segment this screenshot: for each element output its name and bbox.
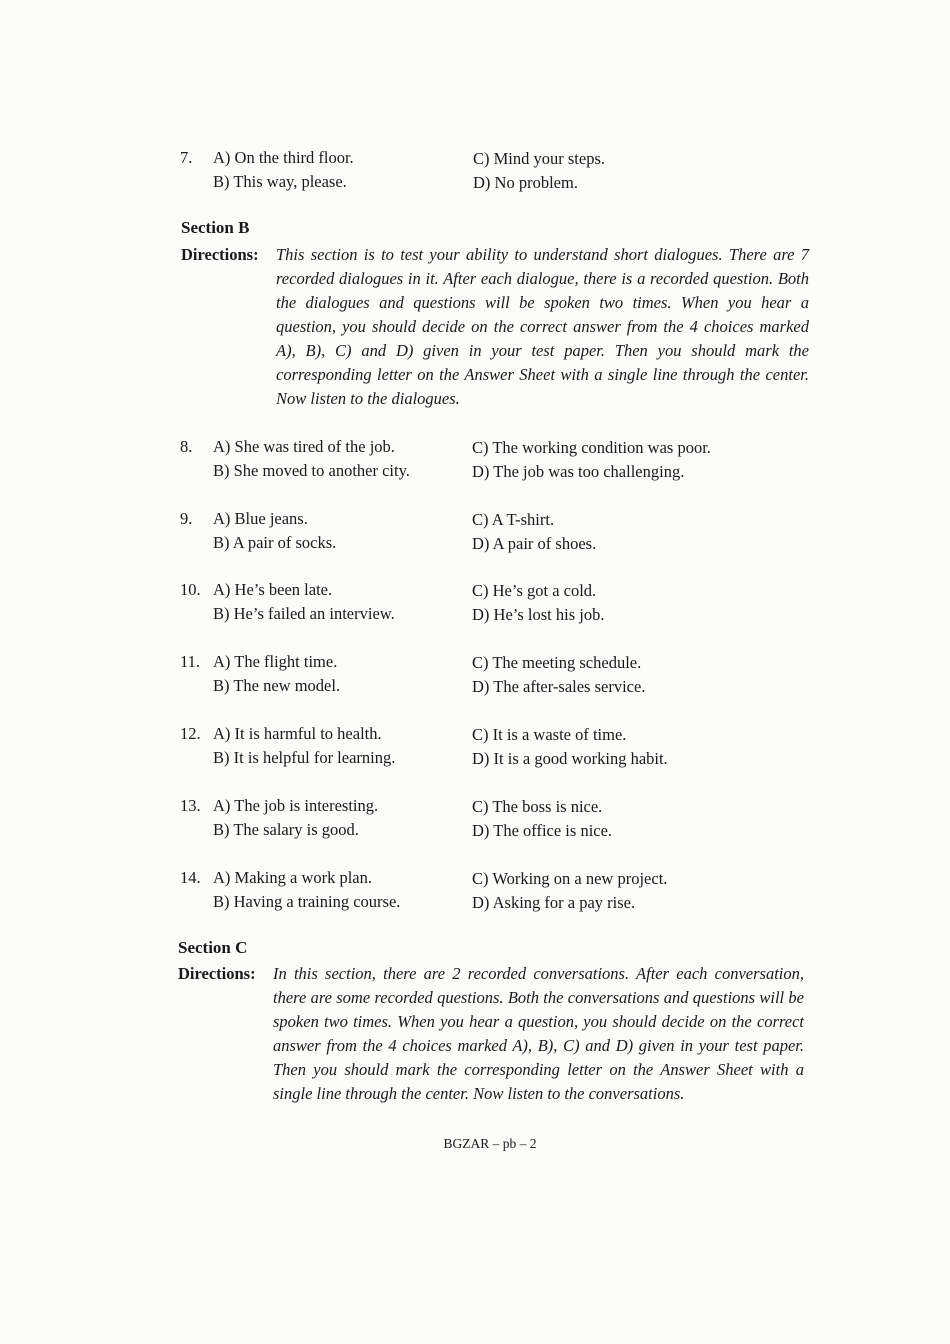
option-b: B) She moved to another city. <box>213 461 410 480</box>
directions-label: Directions: <box>181 245 259 264</box>
section-c-title: Section C <box>178 938 248 957</box>
section-b-directions <box>181 243 809 411</box>
option-a: A) Making a work plan. <box>213 868 373 887</box>
option-b: B) The new model. <box>213 676 341 695</box>
question-number: 11. <box>180 652 201 671</box>
option-b: B) He’s failed an interview. <box>213 604 395 623</box>
option-a: A) The job is interesting. <box>213 796 379 815</box>
option-a: A) On the third floor. <box>213 148 354 167</box>
option-a: A) It is harmful to health. <box>213 724 382 743</box>
option-c: C) A T-shirt. <box>472 510 555 529</box>
option-c: C) He’s got a cold. <box>472 581 597 600</box>
option-c: C) The working condition was poor. <box>472 438 711 457</box>
option-d: D) The after-sales service. <box>472 677 646 696</box>
option-d: D) The job was too challenging. <box>472 462 685 481</box>
question-number: 14. <box>180 868 201 887</box>
option-a: A) The flight time. <box>213 652 338 671</box>
question-number: 13. <box>180 796 201 815</box>
option-b: B) The salary is good. <box>213 820 359 839</box>
question-number: 10. <box>180 580 201 599</box>
option-b: B) This way, please. <box>213 172 347 191</box>
option-d: D) Asking for a pay rise. <box>472 893 636 912</box>
directions-text: In this section, there are 2 recorded conversations. After each conversation, there are some recorded questions. Both the conversations and questions will be spoken two times. When you hear a question, you should decide on the correct answer from the 4 choices marked A), B), C) and D) given in your test paper. Then you should mark the corresponding letter on the Answer Sheet with a single line through the center. Now listen to the conversations. <box>273 964 804 1103</box>
section-c-directions <box>178 962 804 1106</box>
directions-label: Directions: <box>178 964 256 983</box>
directions-text: This section is to test your ability to understand short dialogues. There are 7 recorded dialogues in it. After each dialogue, there is a recorded question. Both the dialogues and questions will be spoken two times. When you hear a question, you should decide on the correct answer from the 4 choices marked A), B), C) and D) given in your test paper. Then you should mark the corresponding letter on the Answer Sheet with a single line through the center. Now listen to the dialogues. <box>276 245 809 408</box>
option-d: D) No problem. <box>473 173 578 192</box>
option-a: A) Blue jeans. <box>213 509 308 528</box>
option-c: C) Working on a new project. <box>472 869 668 888</box>
option-c: C) The meeting schedule. <box>472 653 642 672</box>
question-number: 8. <box>180 437 193 456</box>
option-a: A) She was tired of the job. <box>213 437 395 456</box>
page-footer: BGZAR – pb – 2 <box>443 1136 537 1151</box>
option-d: D) He’s lost his job. <box>472 605 605 624</box>
option-b: B) Having a training course. <box>213 892 401 911</box>
option-c: C) Mind your steps. <box>473 149 605 168</box>
option-d: D) It is a good working habit. <box>472 749 668 768</box>
option-d: D) A pair of shoes. <box>472 534 597 553</box>
option-c: C) The boss is nice. <box>472 797 603 816</box>
option-c: C) It is a waste of time. <box>472 725 627 744</box>
option-b: B) A pair of socks. <box>213 533 337 552</box>
question-number: 12. <box>180 724 201 743</box>
question-number: 7. <box>180 148 193 167</box>
option-a: A) He’s been late. <box>213 580 333 599</box>
question-number: 9. <box>180 509 193 528</box>
section-b-title: Section B <box>181 218 250 237</box>
option-b: B) It is helpful for learning. <box>213 748 396 767</box>
option-d: D) The office is nice. <box>472 821 613 840</box>
